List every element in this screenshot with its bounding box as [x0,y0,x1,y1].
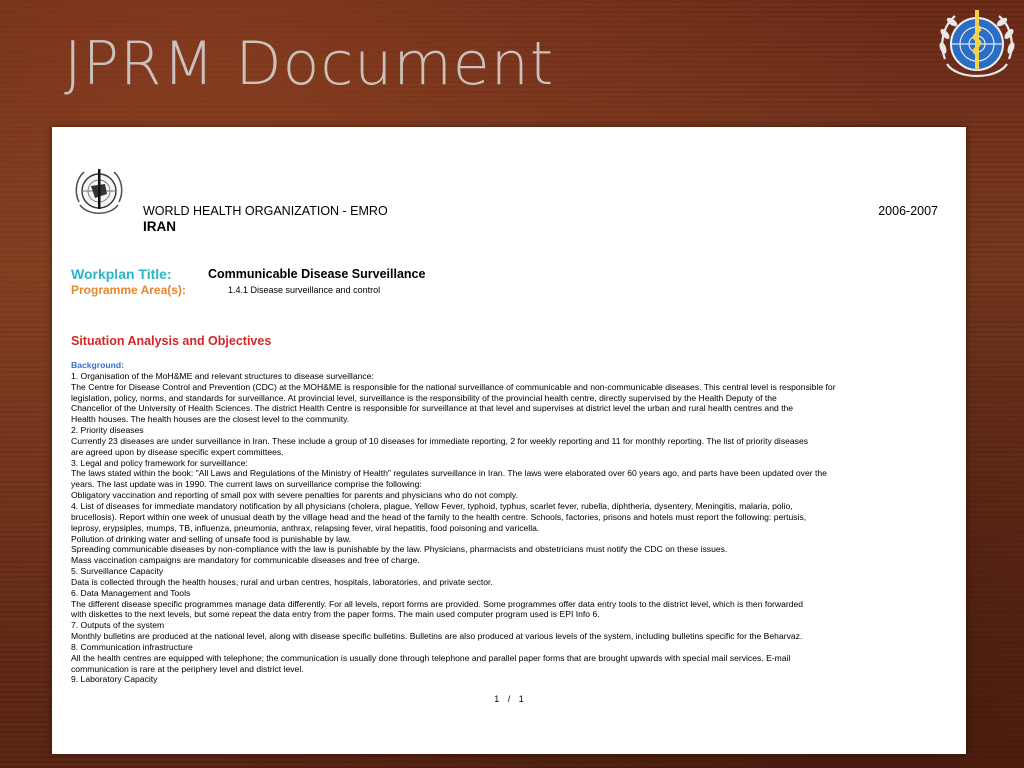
body-line: 1. Organisation of the MoH&ME and relevant structures to disease surveillance: [71,370,374,381]
body-line: 6. Data Management and Tools [71,587,191,598]
body-line: The Centre for Disease Control and Prevention (CDC) at the MOH&ME is responsible for the national surveillance of communicable and non-communicable diseases. This central level is responsible for [71,381,836,392]
organization-name: WORLD HEALTH ORGANIZATION - EMRO [143,204,388,218]
body-line: years. The last update was in 1990. The current laws on surveillance comprise the following: [71,479,422,490]
body-line: legislation, policy, norms, and standards for surveillance. At provincial level, surveillance is the responsibility of the provincial health centre, directly supervised by the Health Deputy of the [71,392,777,403]
document-years: 2006-2007 [878,204,938,218]
body-line: with diskettes to the next levels, but some repeat the data entry from the paper forms. The main used computer program used is EPI Info 6. [71,609,600,620]
body-line: The laws stated within the book: "All Laws and Regulations of the Ministry of Health" regulates surveillance in Iran. The laws were elaborated over 60 years ago, and parts have been updated over the [71,468,827,479]
country-name: IRAN [143,219,176,234]
body-line: The different disease specific programmes manage data differently. For all levels, report forms are provided. Some programmes offer data entry tools to the district level, which is then forwarded [71,598,804,609]
body-line: are agreed upon by disease specific expert committees. [71,446,284,457]
body-line: All the health centres are equipped with telephone; the communication is usually done through telephone and parallel paper forms that are brought upwards with special mail services. E-mail [71,652,791,663]
body-line: 4. List of diseases for immediate mandatory notification by all physicians (cholera, plague, Yellow Fever, typhoid, typhus, scarlet fever, rubella, diphtheria, dysentery, Meningitis, malaria, polio, [71,500,793,511]
body-line: 9. Laboratory Capacity [71,674,158,685]
body-line: 8. Communication infrastructure [71,641,193,652]
body-text [71,360,951,685]
body-line: Data is collected through the health houses, rural and urban centres, hospitals, laboratories, and private sector. [71,576,493,587]
workplan-title-label: Workplan Title: [71,266,172,282]
body-line: 7. Outputs of the system [71,620,165,631]
who-emblem-icon [935,4,1019,86]
body-line: Monthly bulletins are produced at the national level, along with disease specific bulletins. Bulletins are also produced at various levels of the system, including bulletins specific for the Beharvaz. [71,631,803,642]
body-line: Mass vaccination campaigns are mandatory for communicable diseases and free of charge. [71,555,420,566]
body-line: Spreading communicable diseases by non-compliance with the law is punishable by the law. Physicians, pharmacists and obstetricians must notify the CDC on these issues. [71,544,728,555]
body-line: Obligatory vaccination and reporting of small pox with severe penalties for parents and physicians who do not comply. [71,490,518,501]
body-line: Pollution of drinking water and selling of unsafe food is punishable by law. [71,533,351,544]
body-line: Chancellor of the University of Health Sciences. The district Health Centre is responsible for surveillance at that level and supervises at district level the urban and rural health centres and the [71,403,794,414]
background-label: Background: [71,360,124,370]
body-line: 2. Priority diseases [71,425,144,436]
slide-title: JPRM Document [64,29,555,99]
section-title: Situation Analysis and Objectives [71,334,272,348]
body-line: Health houses. The health houses are the closest level to the community. [71,414,350,425]
document-page [52,127,966,754]
body-line: Currently 23 diseases are under surveillance in Iran. These include a group of 10 diseases for immediate reporting, 2 for weekly reporting and 11 for monthly reporting. The list of priority diseases [71,435,809,446]
body-line: communication is rare at the periphery level and district level. [71,663,304,674]
body-line: leprosy, erypsiples, mumps, TB, influenza, pneumonia, anthrax, relapsing fever, viral hepatitis, food poisoning and varicella. [71,522,540,533]
who-emblem-icon [71,164,127,218]
body-line: 3. Legal and policy framework for surveillance: [71,457,248,468]
page-number: 1 / 1 [494,694,524,704]
programme-area-label: Programme Area(s): [71,283,186,297]
body-line: brucellosis). Report within one week of unusual death by the village head and the head of the family to the health centre. Schools, factories, prisons and hotels must report the following: pertusis, [71,511,807,522]
body-line: 5. Surveillance Capacity [71,566,164,577]
workplan-title-value: Communicable Disease Surveillance [208,267,426,281]
programme-area-value: 1.4.1 Disease surveillance and control [228,285,381,295]
